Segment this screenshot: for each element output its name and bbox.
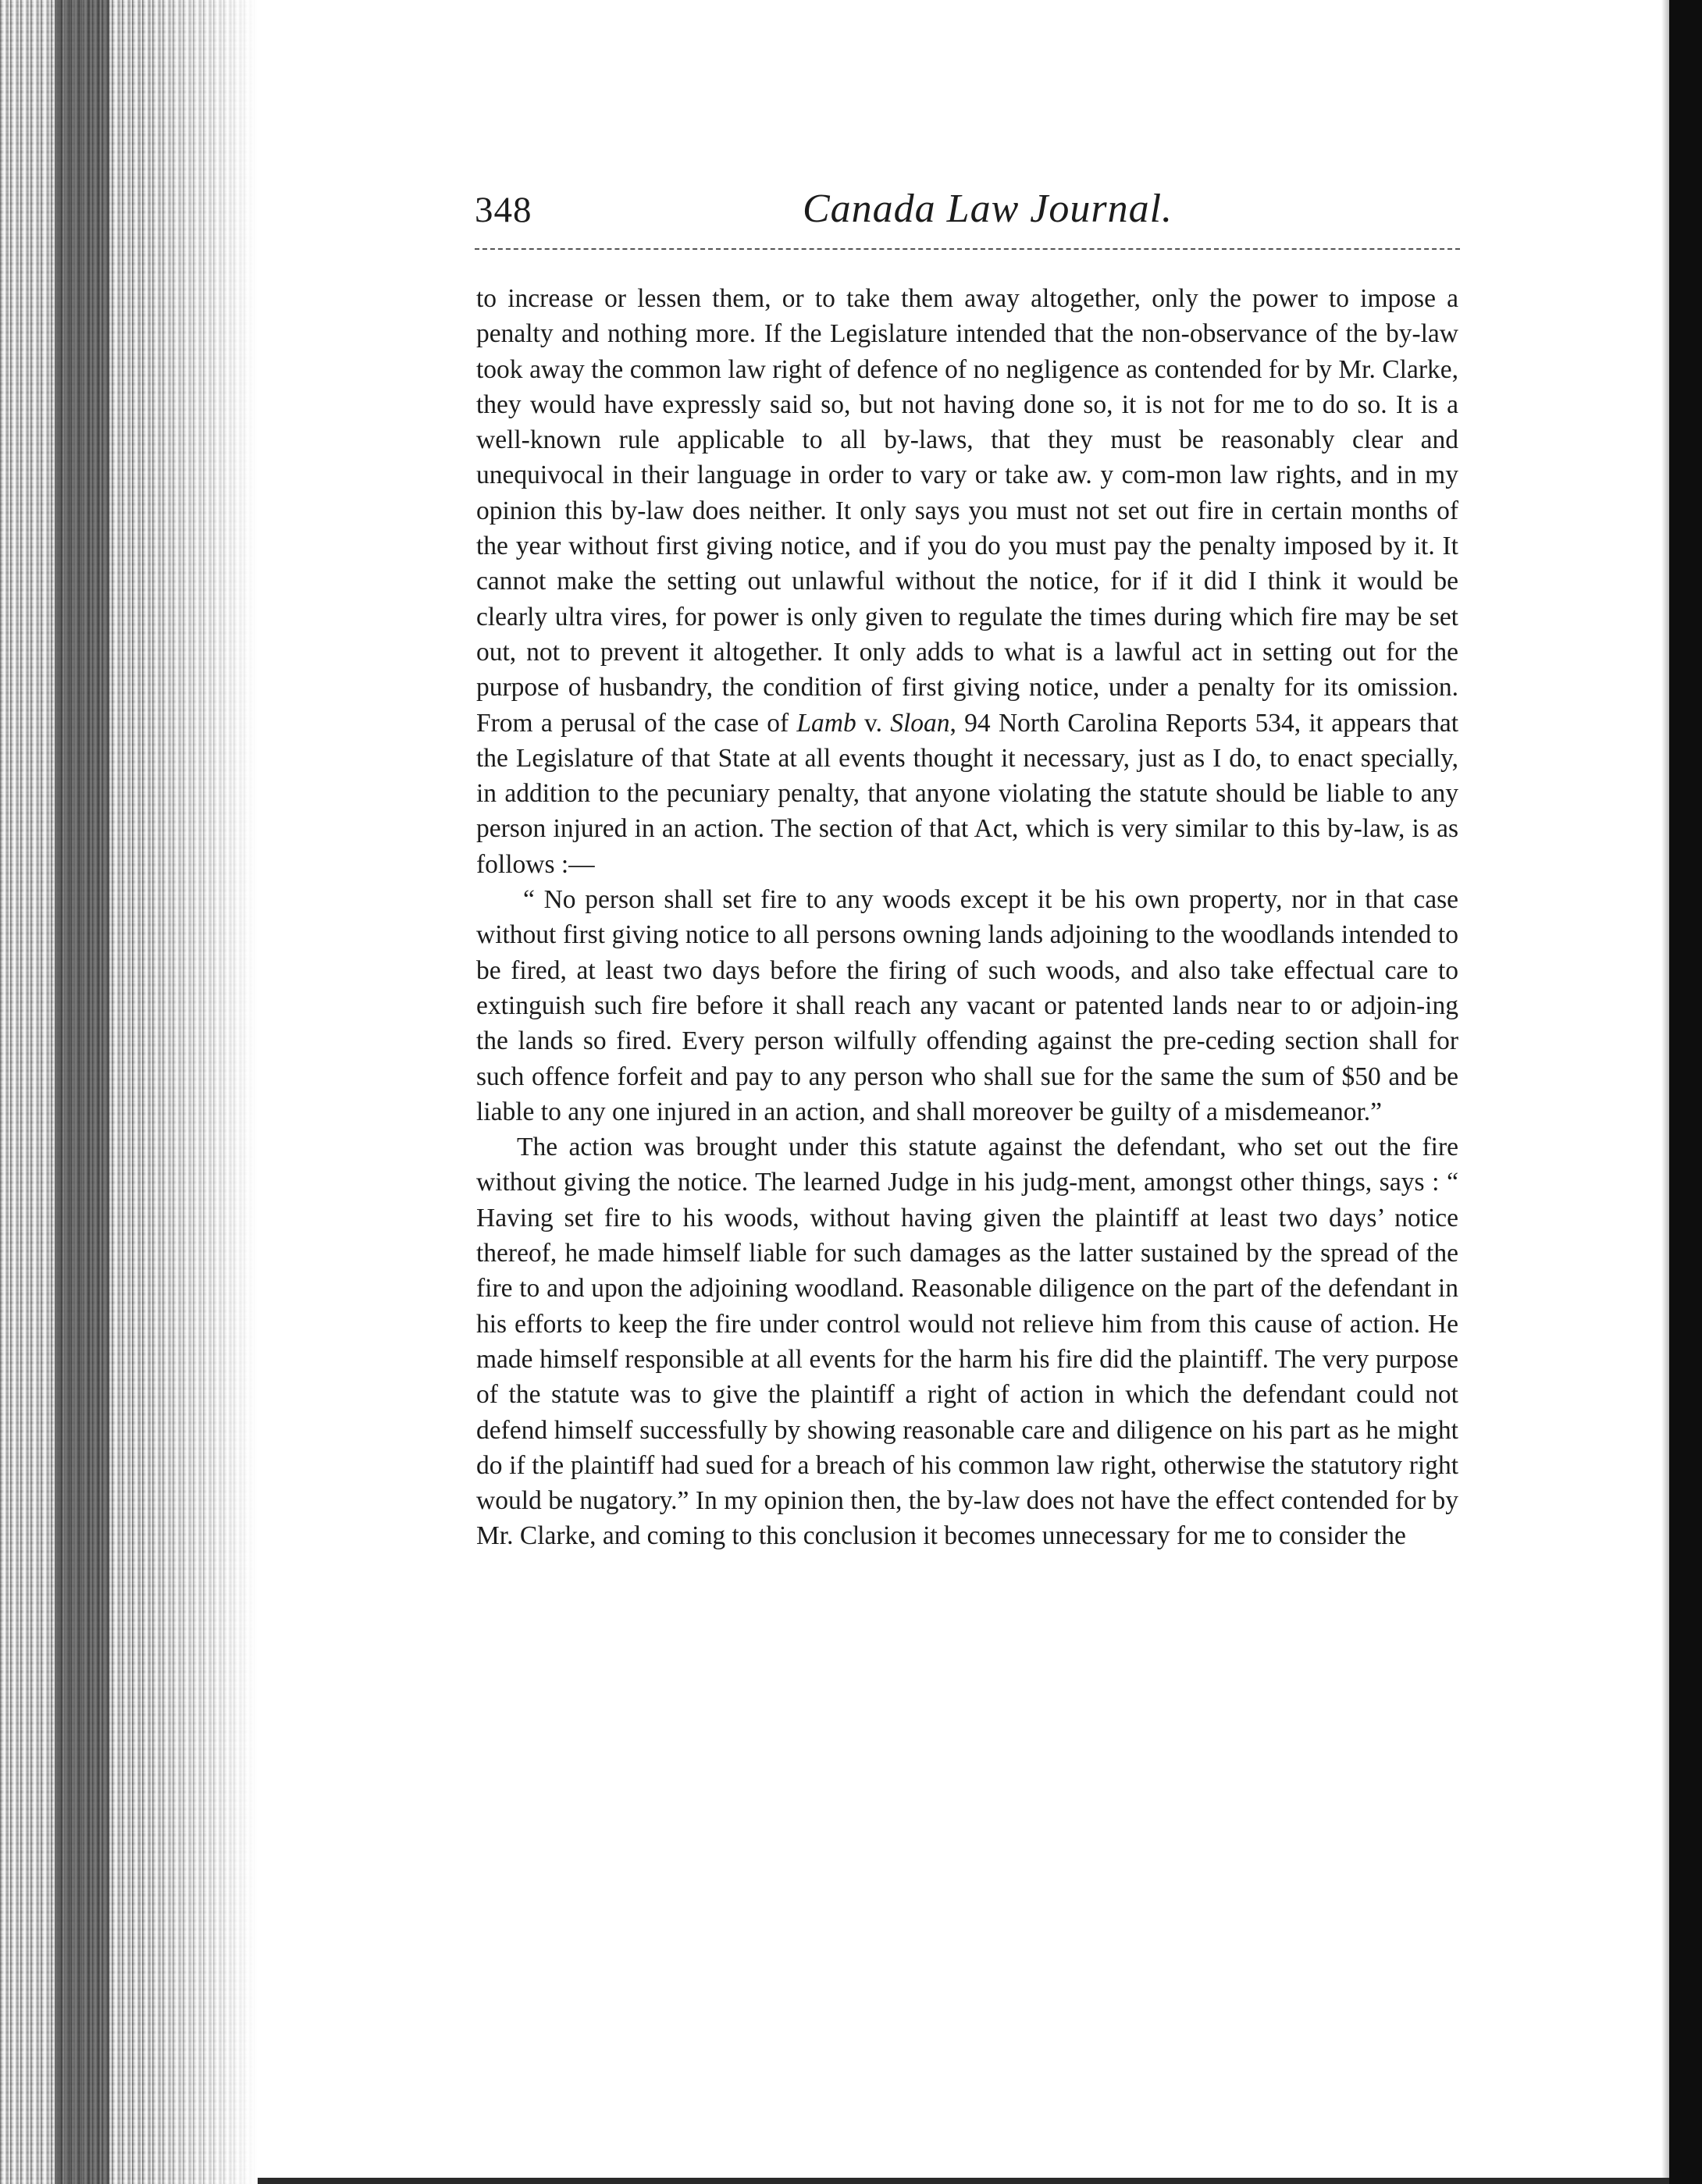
page-edge-shadow (1661, 0, 1669, 2184)
scan-bottom-border (258, 2178, 1669, 2184)
quoted-statute (476, 882, 1458, 1129)
text-run: “ No person shall set fire to any woods except it be his own property, nor in that case without first giving notice to all persons owning lands adjoining to the woodlands intended to be fired, at least two days before the firing of such woods, and also take effectual care to extinguish such fire before it shall reach any vacant or patented lands near to or adjoin-ing the lands so fired. Every person wilfully offending against the pre-ceding section shall for such offence forfeit and pay to any person who shall sue for the same the sum of $50 and be liable to any one injured in an action, and shall moreover be guilty of a misdemeanor.” (476, 885, 1458, 1126)
page-header (475, 181, 1460, 251)
binding-gutter (0, 0, 258, 2184)
binding-shadow (55, 0, 109, 2184)
body-text (476, 281, 1458, 1554)
text-run: v. (856, 708, 891, 738)
text-run: to increase or lessen them, or to take them away altogether, only the power to impose a penalty and nothing more. If the Legislature intended that the non-observance of the by-law took away the common law right of defence of no negligence as contended for by Mr. Clarke, they would have expressly said so, but not having done so, it is not for me to do so. It is a well-known rule applicable to all by-laws, that they must be reasonably clear and unequivocal in their language in order to vary or take aw. y com-mon law rights, and in my opinion this by-law does neither. It only says you must not set out fire in certain months of the year without first giving notice, and if you do you must pay the penalty imposed by it. It cannot make the setting out unlawful without the notice, for if it did I think it would be clearly ultra vires, for power is only given to regulate the times during which fire may be set out, not to prevent it altogether. It only adds to what is a lawful act in setting out for the purpose of husbandry, the condition of first giving notice, under a penalty for its omission. From a perusal of the case of (476, 284, 1458, 738)
case-name: Lamb (796, 708, 856, 738)
text-run: The action was brought under this statute against the defendant, who set out the fire without giving the notice. The learned Judge in his judg-ment, amongst other things, says : “ Having set fire to his woods, without having given the plaintiff at least two days’ notice thereof, he made himself liable for such damages as the latter sustained by the spread of the fire to and upon the adjoining woodland. Reasonable diligence on the part of the defendant in his efforts to keep the fire under control would not relieve him from this cause of action. He made himself responsible at all events for the harm his fire did the plaintiff. The very purpose of the statute was to give the plaintiff a right of action in which the defendant could not defend himself successfully by showing reasonable care and diligence on his part as he might do if the plaintiff had sued for a breach of his common law right, otherwise the statutory right would be nugatory.” In my opinion then, the by-law does not have the effect contended for by Mr. Clarke, and coming to this conclusion it becomes unnecessary for me to consider the (476, 1133, 1458, 1551)
text-run: , 94 North Carolina Reports 534, it appears that the Legislature of that State at all events thought it necessary, just as I do, to enact specially, in addition to the pecuniary penalty, that anyone violating the statute should be liable to any person injured in an action. The section of that Act, which is very similar to this by-law, is as follows :— (476, 708, 1459, 879)
case-name: Sloan (890, 708, 950, 738)
paragraph (476, 1129, 1458, 1554)
page-number: 348 (475, 190, 532, 230)
scan-right-border (1669, 0, 1702, 2184)
header-rule (475, 248, 1460, 250)
paragraph (476, 281, 1458, 882)
running-head: Canada Law Journal. (803, 187, 1173, 231)
